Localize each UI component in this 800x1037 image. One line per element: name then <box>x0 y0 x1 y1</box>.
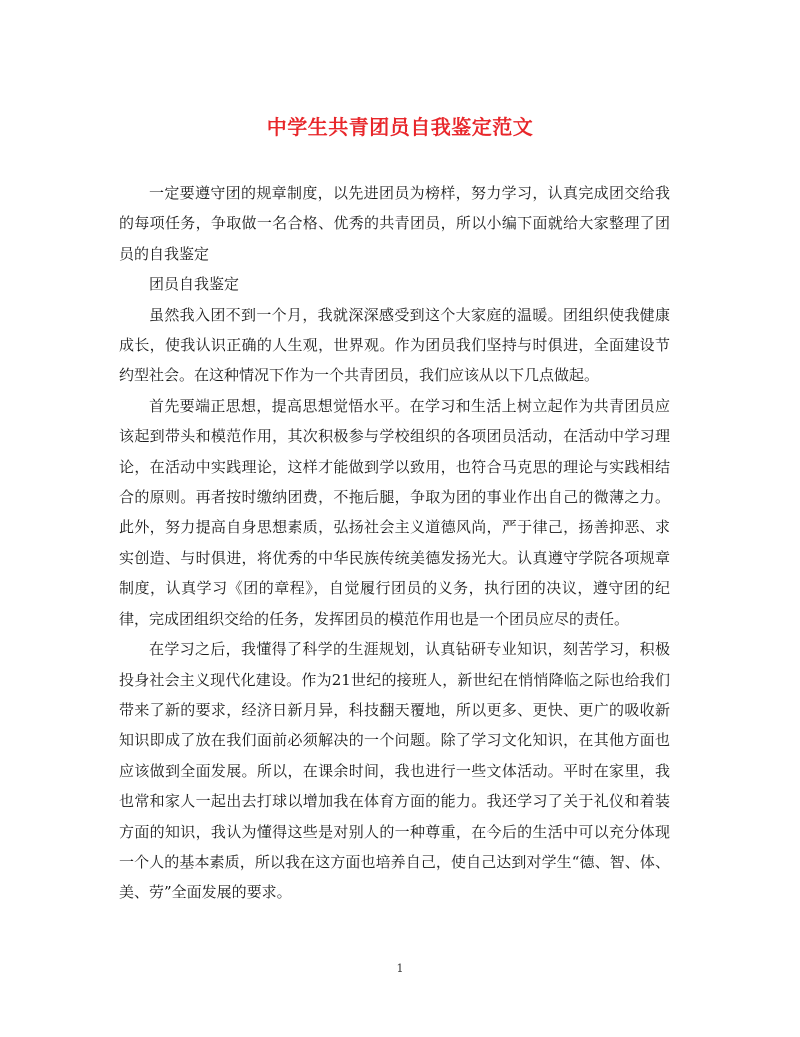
paragraph-1: 虽然我入团不到一个月，我就深深感受到这个大家庭的温暖。团组织使我健康成长，使我认识正确的人生观，世界观。作为团员我们坚持与时俱进，全面建设节约型社会。在这种情况下作为一个共青团员，我们应该从以下几点做起。 <box>119 305 670 385</box>
page-number: 1 <box>396 962 404 975</box>
paragraph-intro: 一定要遵守团的规章制度，以先进团员为榜样，努力学习，认真完成团交给我的每项任务，争取做一名合格、优秀的共青团员，所以小编下面就给大家整理了团员的自我鉴定 <box>119 184 670 263</box>
paragraph-3: 在学习之后，我懂得了科学的生涯规划，认真钻研专业知识，刻苦学习，积极投身社会主义现代化建设。作为21世纪的接班人，新世纪在悄悄降临之际也给我们带来了新的要求，经济日新月异，科技翻天覆地，所以更多、更快、更广的吸收新知识即成了放在我们面前必须解决的一个问题。除了学习文化知识，在其他方面也应该做到全面发展。所以，在课余时间，我也进行一些文体活动。平时在家里，我也常和家人一起出去打球以增加我在体育方面的能力。我还学习了关于礼仪和着装方面的知识，我认为懂得这些是对别人的一种尊重，在今后的生活中可以充分体现一个人的基本素质，所以我在这方面也培养自己，使自己达到对学生“德、智、体、美、劳”全面发展的要求。 <box>119 640 670 902</box>
section-heading: 团员自我鉴定 <box>149 275 240 294</box>
document-body <box>119 178 670 908</box>
document-title: 中学生共青团员自我鉴定范文 <box>266 115 534 139</box>
paragraph-2: 首先要端正思想，提高思想觉悟水平。在学习和生活上树立起作为共青团员应该起到带头和模范作用，其次积极参与学校组织的各项团员活动，在活动中学习理论，在活动中实践理论，这样才能做到学以致用，也符合马克思的理论与实践相结合的原则。再者按时缴纳团费，不拖后腿，争取为团的事业作出自己的微薄之力。此外，努力提高自身思想素质，弘扬社会主义道德风尚，严于律己，扬善抑恶、求实创造、与时俱进，将优秀的中华民族传统美德发扬光大。认真遵守学院各项规章制度，认真学习《团的章程》，自觉履行团员的义务，执行团的决议，遵守团的纪律，完成团组织交给的任务，发挥团员的模范作用也是一个团员应尽的责任。 <box>119 396 670 628</box>
